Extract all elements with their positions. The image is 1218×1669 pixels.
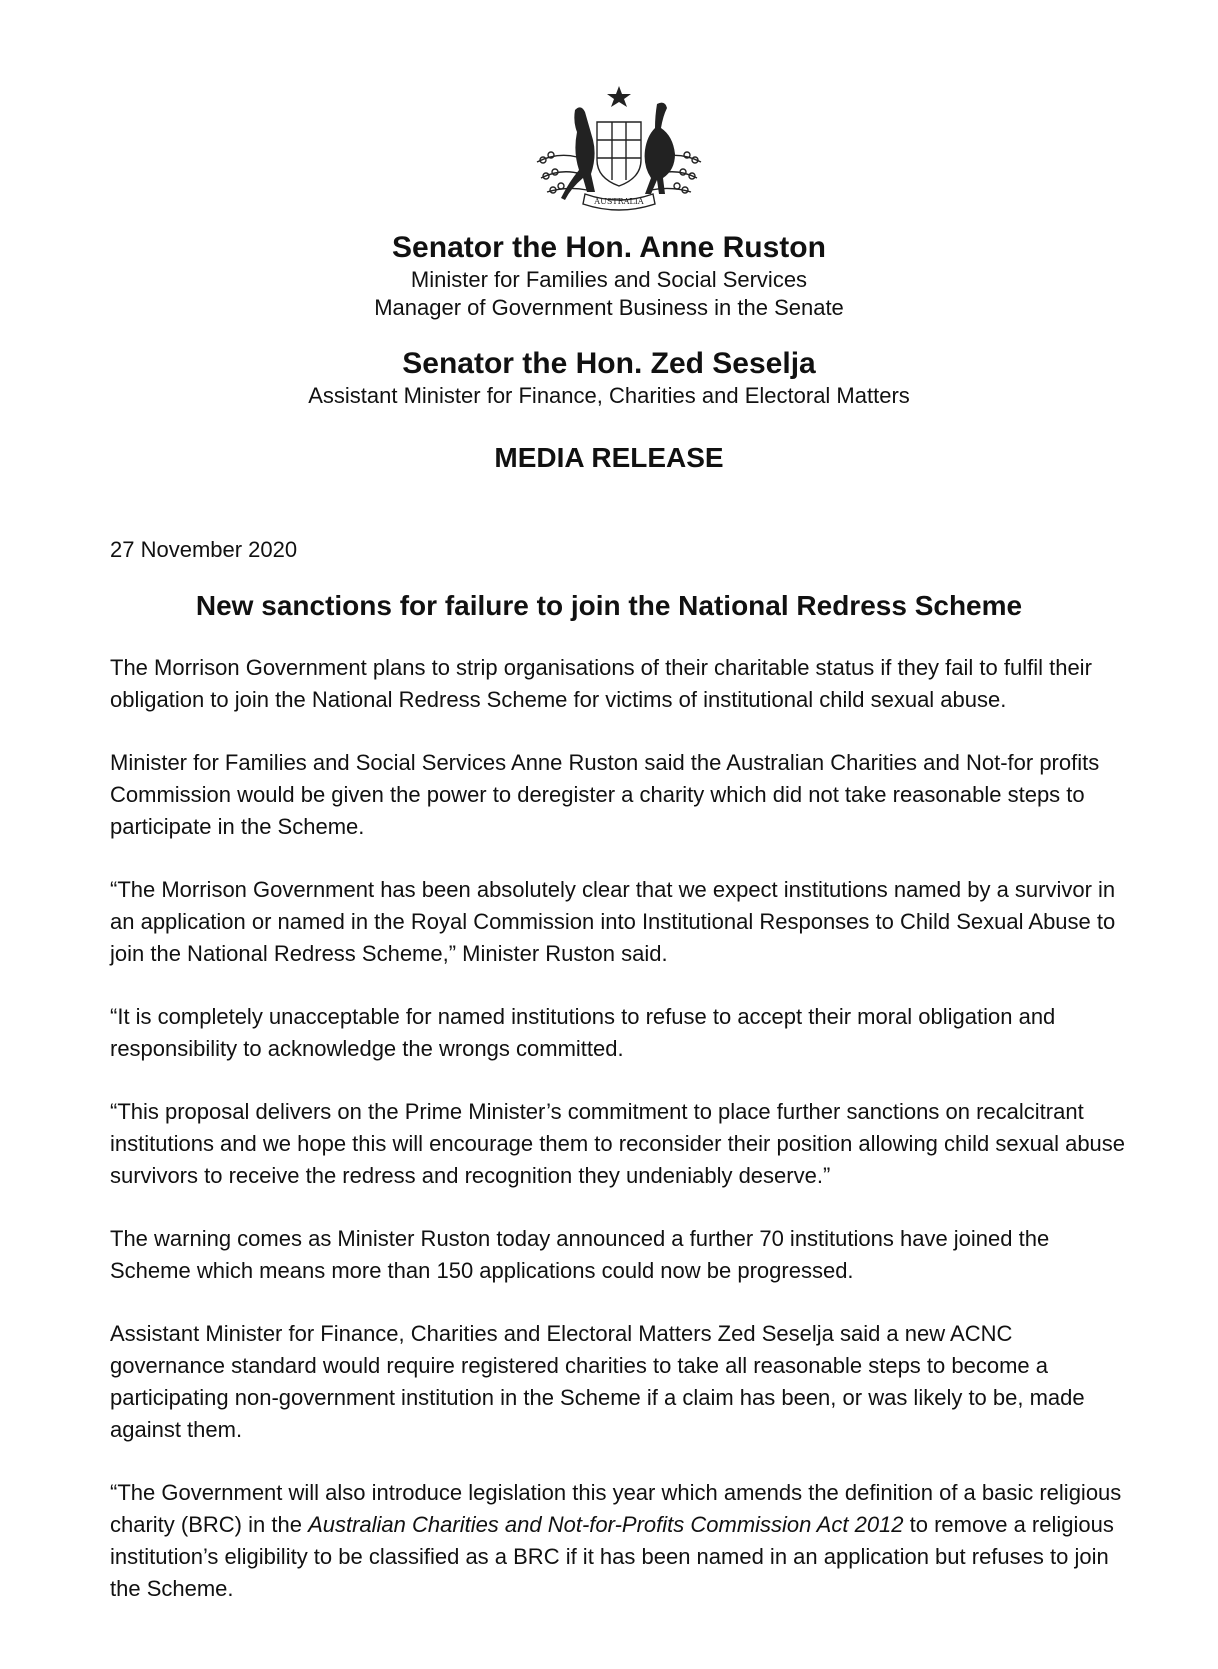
paragraph: Minister for Families and Social Services Anne Ruston said the Australian Charities and Not-for profits Commission would be given the power to deregister a charity which did not take reasonable steps to participate in the Scheme.	[110, 750, 1100, 839]
paragraph: The warning comes as Minister Ruston today announced a further 70 institutions have joined the Scheme which means more than 150 applications could now be progressed.	[110, 1226, 1050, 1283]
minister-role: Minister for Families and Social Services	[410, 267, 808, 292]
minister-block-seselja	[0, 346, 1218, 410]
paragraph: The Morrison Government plans to strip organisations of their charitable status if they fail to fulfil their obligation to join the National Redress Scheme for victims of institutional child sexual abuse.	[110, 655, 1092, 712]
paragraph-text: “The Government will also introduce legislation this year which amends the definition of a basic religious charity (BRC) in the	[110, 1480, 1122, 1537]
paragraph: “This proposal delivers on the Prime Minister’s commitment to place further sanctions on recalcitrant institutions and we hope this will encourage them to reconsider their position allowing child sexual abuse survivors to receive the redress and recognition they undeniably deserve.”	[110, 1099, 1126, 1188]
release-type: MEDIA RELEASE	[494, 442, 724, 473]
paragraph	[110, 1477, 1130, 1605]
svg-text:AUSTRALIA: AUSTRALIA	[594, 197, 644, 206]
paragraph: “The Morrison Government has been absolutely clear that we expect institutions named by a survivor in an application or named in the Royal Commission into Institutional Responses to Child Sexual Abuse to join the National Redress Scheme,” Minister Ruston said.	[110, 877, 1116, 966]
release-date: 27 November 2020	[110, 537, 298, 562]
minister-block-ruston	[0, 230, 1218, 322]
minister-role: Manager of Government Business in the Senate	[374, 295, 844, 320]
paragraph: Assistant Minister for Finance, Charities and Electoral Matters Zed Seselja said a new ACNC governance standard would require registered charities to take all reasonable steps to become a participating non-government institution in the Scheme if a claim has been, or was likely to be, made against them.	[110, 1321, 1085, 1442]
coat-of-arms	[527, 82, 711, 230]
paragraph-text: to remove a religious institution’s eligibility to be classified as a BRC if it has been named in an application but refuses to join the Scheme.	[110, 1512, 1114, 1601]
minister-name: Senator the Hon. Zed Seselja	[402, 347, 816, 380]
headline: New sanctions for failure to join the National Redress Scheme	[195, 590, 1023, 621]
minister-name: Senator the Hon. Anne Ruston	[392, 231, 826, 264]
paragraph: “It is completely unacceptable for named institutions to refuse to accept their moral obligation and responsibility to acknowledge the wrongs committed.	[110, 1004, 1056, 1061]
act-title: Australian Charities and Not-for-Profits Commission Act 2012	[308, 1512, 904, 1537]
body-text	[110, 652, 1130, 1636]
minister-role: Assistant Minister for Finance, Charities and Electoral Matters	[308, 383, 910, 408]
